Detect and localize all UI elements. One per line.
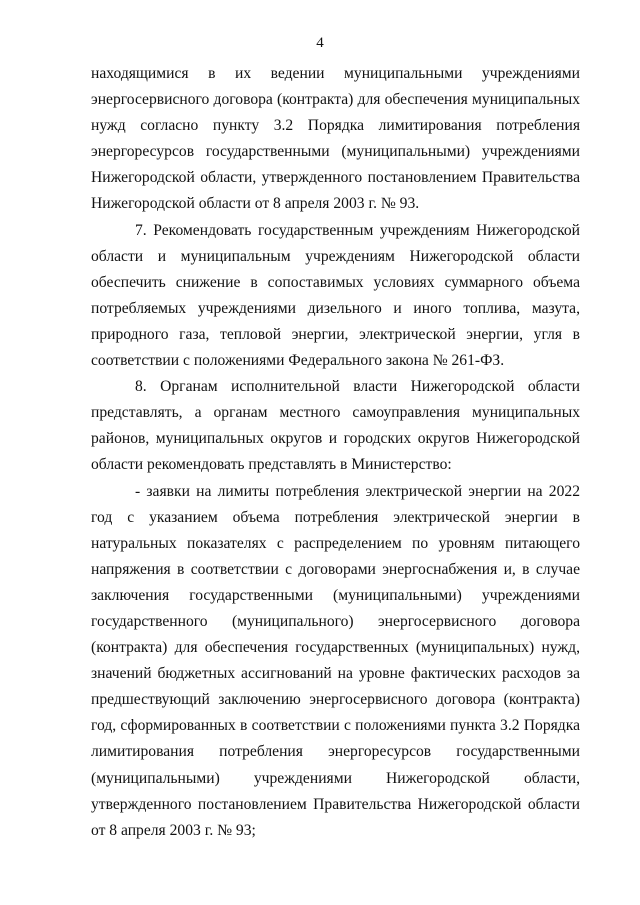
paragraph-item-8: 8. Органам исполнительной власти Нижегородской области представлять, а органам местного самоуправления муниципальных районов, муниципальных округов и городских округов Нижегородской области рекомендовать представлять в Министерство: <box>91 378 580 474</box>
document-body <box>91 61 580 844</box>
paragraph-item-8-bullet: - заявки на лимиты потребления электрической энергии на 2022 год с указанием объема потребления электрической энергии в натуральных показателях с распределением по уровням питающего напряжения в соответствии с договорами энергоснабжения и, в случае заключения государственными (муниципальными) учреждениями государственного (муниципального) энергосервисного договора (контракта) для обеспечения государственных (муниципальных) нужд, значений бюджетных ассигнований на уровне фактических расходов за предшествующий заключению энергосервисного договора (контракта) год, сформированных в соответствии с положениями пункта 3.2 Порядка лимитирования потребления энергоресурсов государственными (муниципальными) учреждениями Нижегородской области, утвержденного постановлением Правительства Нижегородской области от 8 апреля 2003 г. № 93; <box>91 482 580 839</box>
paragraph-continuation: находящимися в их ведении муниципальными учреждениями энергосервисного договора (контракта) для обеспечения муниципальных нужд согласно пункту 3.2 Порядка лимитирования потребления энергоресурсов государственными (муниципальными) учреждениями Нижегородской области, утвержденного постановлением Правительства Нижегородской области от 8 апреля 2003 г. № 93. <box>91 65 580 213</box>
page-number: 4 <box>316 35 324 51</box>
paragraph-item-7: 7. Рекомендовать государственным учреждениям Нижегородской области и муниципальным учреждениям Нижегородской области обеспечить снижение в сопоставимых условиях суммарного объема потребляемых учреждениями дизельного и иного топлива, мазута, природного газа, тепловой энергии, электрической энергии, угля в соответствии с положениями Федерального закона № 261-ФЗ. <box>91 221 580 370</box>
